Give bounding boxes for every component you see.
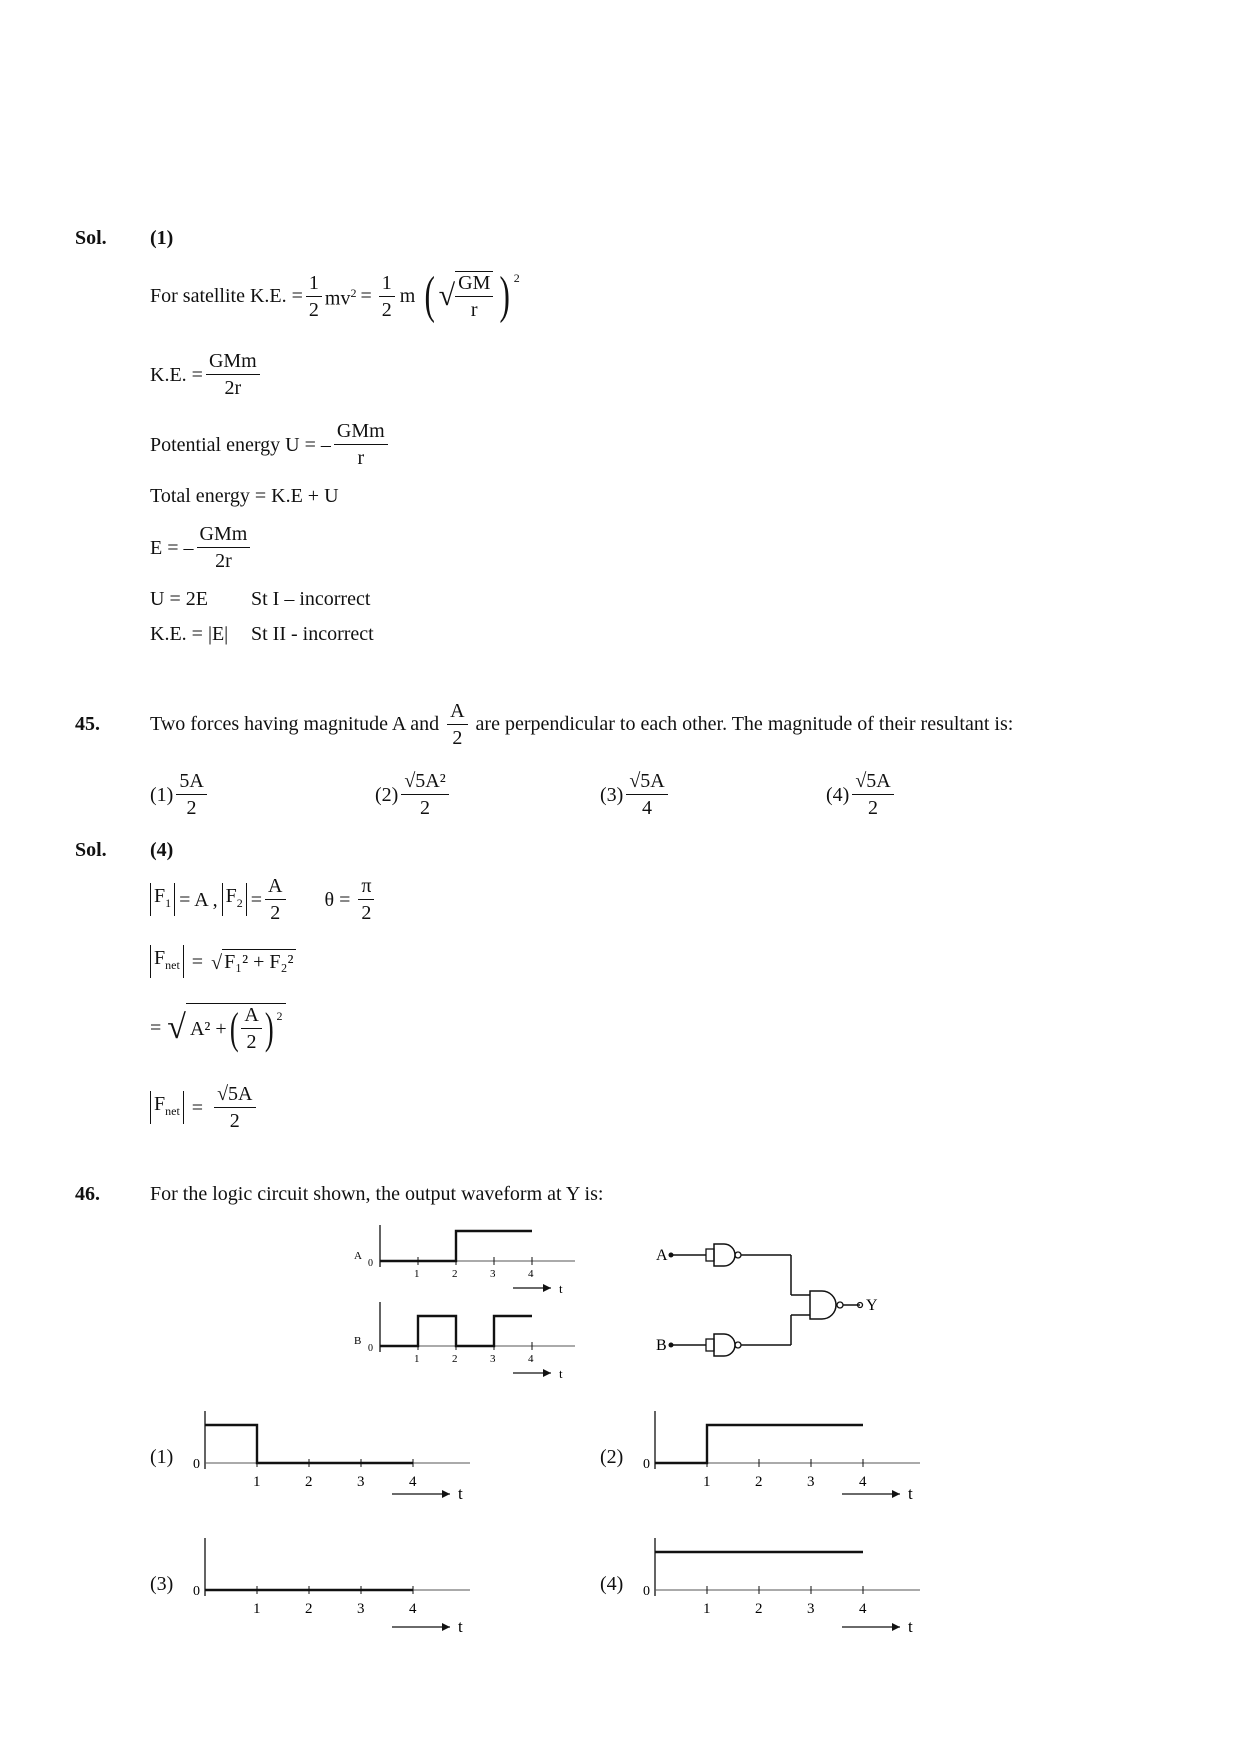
- nand-gate-a: [706, 1244, 741, 1266]
- zero-label: 0: [193, 1584, 200, 1599]
- output-y-label: Y: [866, 1297, 878, 1314]
- q46-option-4-label[interactable]: (4): [600, 1573, 624, 1595]
- x-tick-label: 4: [409, 1601, 417, 1617]
- time-arrowhead: [543, 1369, 551, 1377]
- sqrt-sign-3: √: [167, 1009, 186, 1046]
- waveform-b: [354, 1302, 575, 1381]
- gm-over-r: $\frac{GM}{r}$: [455, 271, 493, 321]
- close-paren: ): [499, 267, 511, 324]
- x-tick-label: 1: [414, 1353, 420, 1365]
- input-waveforms: [340, 1225, 580, 1395]
- x-tick-label: 1: [703, 1474, 711, 1490]
- time-arrowhead: [442, 1623, 450, 1631]
- input-b-label: B: [656, 1337, 667, 1354]
- zero-label: 0: [643, 1457, 650, 1472]
- x-tick-label: 1: [253, 1601, 261, 1617]
- ke-prefix: For satellite K.E. =: [150, 285, 303, 307]
- statement-2: St II - incorrect: [251, 623, 374, 645]
- x-tick-label: 3: [490, 1268, 496, 1280]
- q46-option-1-graph[interactable]: [185, 1405, 485, 1515]
- x-tick-label: 4: [409, 1474, 417, 1490]
- x-tick-label: 4: [528, 1268, 534, 1280]
- sqrt-sign-2: √: [211, 951, 223, 974]
- time-arrowhead: [892, 1490, 900, 1498]
- q45-option-2[interactable]: (2) $\frac{\text{√5A²}}{2}$: [375, 770, 452, 819]
- x-tick-label: 3: [357, 1474, 365, 1490]
- force-magnitudes-line: $F_1$ = A , $F_2$ = $\frac{A}{2}$ θ = $\frac{\pi}{2}$: [150, 875, 377, 924]
- input-a-label: A: [656, 1247, 668, 1264]
- q45-option-3[interactable]: (3) $\frac{√5A}{4}$: [600, 770, 671, 819]
- fnet-magnitude-2: $F_{net}$: [150, 1091, 184, 1124]
- sqrt-expansion-line: = √ A² + ( $\frac{A}{2}$ ) $^2$: [150, 1003, 286, 1053]
- statement-1: St I – incorrect: [251, 588, 371, 610]
- signal-line: [655, 1425, 863, 1463]
- sol-answer: (1): [150, 227, 174, 249]
- x-tick-label: 2: [305, 1601, 313, 1617]
- x-tick-label: 2: [305, 1474, 313, 1490]
- zero-label: 0: [193, 1457, 200, 1472]
- signal-line: [380, 1316, 532, 1346]
- x-tick-label: 2: [452, 1268, 458, 1280]
- zero-label: 0: [368, 1258, 373, 1269]
- fnet-magnitude: $F_{net}$: [150, 945, 184, 978]
- time-label: t: [559, 1281, 563, 1296]
- q46-option-1-label[interactable]: (1): [150, 1446, 174, 1468]
- zero-label: 0: [643, 1584, 650, 1599]
- fnet-result-line: $F_{net}$ = $\frac{√5A}{2}$: [150, 1083, 259, 1132]
- half-fraction-2: $\frac{1}{2}$: [379, 272, 395, 321]
- signal-line: [380, 1231, 532, 1261]
- time-arrowhead: [543, 1284, 551, 1292]
- half-fraction: $\frac{1}{2}$: [306, 272, 322, 321]
- gmm-over-2r: $\frac{\text{GMm}}{2r}$: [206, 350, 260, 399]
- time-label: t: [458, 1617, 463, 1636]
- gmm-over-r: $\frac{\text{GMm}}{r}$: [334, 420, 388, 469]
- x-tick-label: 3: [357, 1601, 365, 1617]
- y-label: B: [354, 1335, 362, 1347]
- zero-label: 0: [368, 1343, 373, 1354]
- x-tick-label: 1: [253, 1474, 261, 1490]
- q46-option-2-graph[interactable]: [635, 1405, 935, 1515]
- pe-line: Potential energy U = – $\frac{\text{GMm}}{r}$: [150, 420, 391, 469]
- q45-number: 45.: [75, 713, 100, 735]
- nand-gate-b: [706, 1334, 741, 1356]
- time-label: t: [908, 1484, 913, 1503]
- x-tick-label: 4: [528, 1353, 534, 1365]
- x-tick-label: 4: [859, 1601, 867, 1617]
- x-tick-label: 2: [452, 1353, 458, 1365]
- q46-number: 46.: [75, 1183, 100, 1205]
- signal-line: [205, 1425, 413, 1463]
- sol45-label: Sol.: [75, 839, 107, 861]
- fnet-sqrt-line: $F_{net}$ = √ F₁² + F₂²: [150, 945, 296, 978]
- q45-option-1[interactable]: (1) $\frac{5A}{2}$: [150, 770, 210, 819]
- total-energy-line: Total energy = K.E + U: [150, 485, 339, 507]
- q45-option-4[interactable]: (4) $\frac{√5A}{2}$: [826, 770, 897, 819]
- q46-option-3-graph[interactable]: [185, 1535, 485, 1645]
- mv2-term: $mv^2$: [324, 286, 357, 310]
- x-tick-label: 2: [755, 1474, 763, 1490]
- q46-option-2-label[interactable]: (2): [600, 1446, 624, 1468]
- sqrt-sign: √: [438, 279, 456, 312]
- q46-option-4-graph[interactable]: [635, 1535, 935, 1645]
- u-2e: U = 2E: [150, 588, 208, 610]
- time-label: t: [908, 1617, 913, 1636]
- open-paren: (: [424, 267, 436, 324]
- time-arrowhead: [892, 1623, 900, 1631]
- sol-label: Sol.: [75, 227, 107, 249]
- nand-gate-out: [810, 1291, 843, 1319]
- x-tick-label: 1: [703, 1601, 711, 1617]
- x-tick-label: 4: [859, 1474, 867, 1490]
- q46-text: For the logic circuit shown, the output waveform at Y is:: [150, 1183, 604, 1205]
- x-tick-label: 3: [490, 1353, 496, 1365]
- sol45-answer: (4): [150, 839, 174, 861]
- time-label: t: [458, 1484, 463, 1503]
- f2-magnitude: $F_2$: [222, 883, 247, 916]
- x-tick-label: 2: [755, 1601, 763, 1617]
- e-fraction: $\frac{\text{GMm}}{2r}$: [197, 523, 251, 572]
- f1-magnitude: $F_1$: [150, 883, 175, 916]
- e-line: E = – $\frac{\text{GMm}}{2r}$: [150, 523, 253, 572]
- waveform-a: [354, 1225, 575, 1296]
- time-label: t: [559, 1366, 563, 1381]
- logic-circuit: [650, 1235, 910, 1365]
- theta-eq: θ =: [324, 888, 351, 911]
- q45-text: Two forces having magnitude A and $\frac{A}{2}$ are perpendicular to each other. The magnitude of their resultant is:: [150, 699, 1014, 749]
- x-tick-label: 3: [807, 1601, 815, 1617]
- time-arrowhead: [442, 1490, 450, 1498]
- x-tick-label: 1: [414, 1268, 420, 1280]
- q46-option-3-label[interactable]: (3): [150, 1573, 174, 1595]
- ke-line: K.E. = $\frac{\text{GMm}}{2r}$: [150, 350, 263, 399]
- ke-satellite-line: For satellite K.E. = $\frac{1}{2}$ $mv^2$ = $\frac{1}{2}$ m ( √ $\frac{GM}{r}$ ) $^2$: [150, 267, 520, 324]
- q45-fraction: $\frac{A}{2}$: [447, 700, 467, 749]
- y-label: A: [354, 1250, 362, 1262]
- ke-abs-e: K.E. = |E|: [150, 623, 229, 645]
- x-tick-label: 3: [807, 1474, 815, 1490]
